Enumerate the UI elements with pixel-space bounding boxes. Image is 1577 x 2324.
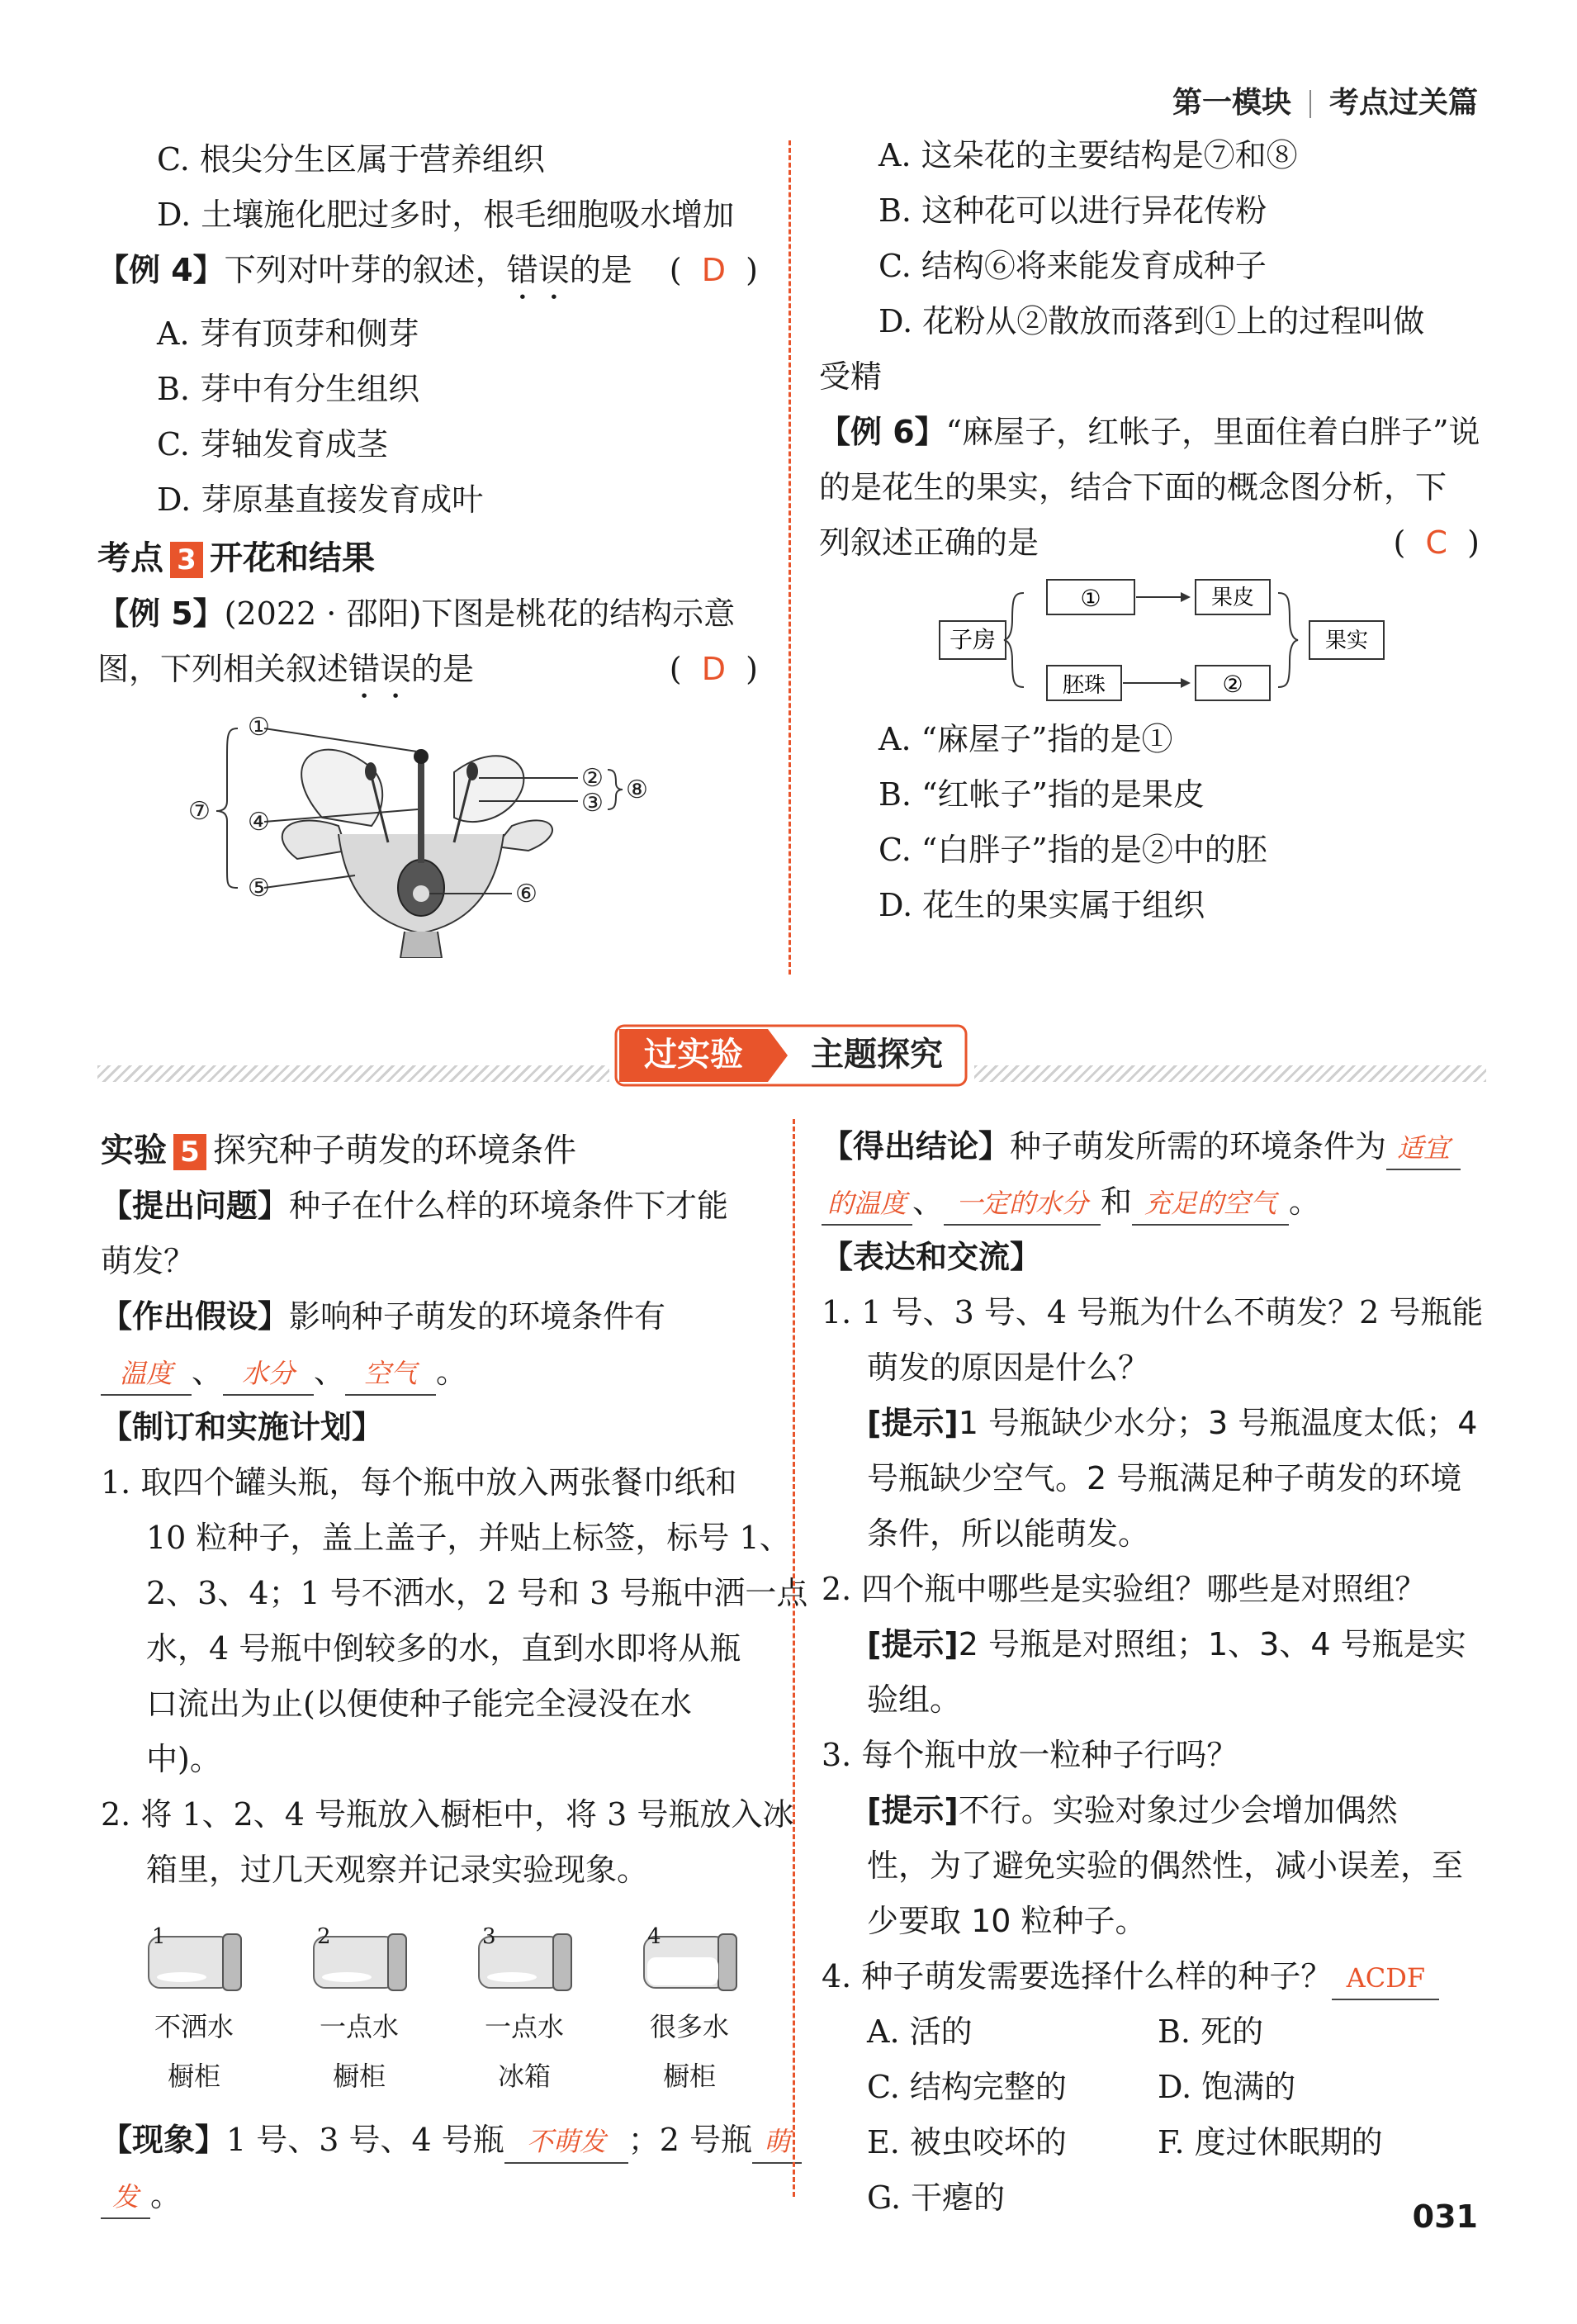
phenomenon-text-2: ；2 号瓶 bbox=[627, 2122, 753, 2158]
example6-option: C. “白胖子”指的是②中的胚 bbox=[878, 832, 1267, 868]
pericarp-text: 果皮 bbox=[1210, 586, 1255, 610]
plan-step-1-line: 水，4 号瓶中倒较多的水，直到水即将从瓶 bbox=[146, 1630, 741, 1667]
plan-step-1: 1. 取四个罐头瓶，每个瓶中放入两张餐巾纸和 bbox=[101, 1464, 737, 1501]
example4-option: C. 芽轴发育成茎 bbox=[157, 426, 388, 462]
jar-icon bbox=[297, 1924, 421, 1999]
prev-option-d: D. 土壤施化肥过多时，根毛细胞吸水增加 bbox=[157, 197, 735, 233]
conclusion-line bbox=[822, 1119, 1482, 1174]
fill-water: 水分 bbox=[223, 1353, 314, 1396]
jar-icon bbox=[462, 1924, 586, 1999]
fill-air: 空气 bbox=[345, 1353, 436, 1396]
page-number: 031 bbox=[1412, 2198, 1478, 2235]
example4-text-a: 下列对叶芽的叙述， bbox=[224, 252, 507, 288]
label-7: ⑦ bbox=[188, 797, 211, 826]
bottle-water: 很多水 bbox=[649, 2011, 729, 2042]
hint-1-text: 1 号瓶缺少水分；3 号瓶温度太低；4 bbox=[958, 1405, 1478, 1441]
discussion-q1: 1. 1 号、3 号、4 号瓶为什么不萌发？2 号瓶能 bbox=[822, 1294, 1484, 1330]
example5-text-2b: 的是 bbox=[411, 651, 475, 687]
phenomenon-line bbox=[101, 2113, 791, 2168]
question-tag: 【提出问题】 bbox=[101, 1188, 290, 1224]
arrowhead-2 bbox=[1181, 678, 1191, 688]
brace-7 bbox=[216, 728, 238, 888]
label-3: ③ bbox=[581, 789, 604, 818]
fill-suitable-b: 的温度 bbox=[822, 1183, 912, 1226]
phenomenon-line-2: 发 。 bbox=[101, 2168, 761, 2223]
fill-germinate-b: 发 bbox=[101, 2176, 150, 2219]
q4-option: G. 干瘪的 bbox=[867, 2179, 1006, 2216]
left-bottom-column bbox=[101, 1123, 808, 1898]
bottle-number: 2 bbox=[317, 1924, 331, 1949]
n2-text: ② bbox=[1222, 671, 1243, 698]
ovule bbox=[413, 885, 429, 902]
bottles-figure bbox=[132, 1924, 760, 2114]
banner-stripe-left bbox=[97, 1065, 609, 1082]
peanut-concept-map bbox=[933, 578, 1395, 702]
example5-option: D. 花粉从②散放而落到①上的过程叫做 bbox=[878, 303, 1425, 339]
hypothesis-fills: 温度 、 水分 、 空气 。 bbox=[101, 1345, 761, 1400]
bottle-4 bbox=[627, 1924, 760, 2101]
example5-option: C. 结构⑥将来能发育成种子 bbox=[878, 248, 1267, 284]
example6-answer-paren: ( C ) bbox=[1393, 524, 1480, 561]
example5-text-1: (2022 · 邵阳)下图是桃花的结构示意 bbox=[224, 595, 736, 632]
hint-1-line: 号瓶缺少空气。2 号瓶满足种子萌发的环境 bbox=[867, 1460, 1462, 1496]
phenomenon-tag: 【现象】 bbox=[101, 2122, 227, 2158]
fruit-brace bbox=[1278, 593, 1298, 687]
label-4: ④ bbox=[248, 808, 270, 837]
fill-temperature: 温度 bbox=[101, 1353, 192, 1396]
right-top-column-2 bbox=[819, 712, 1480, 933]
example6-option: A. “麻屋子”指的是① bbox=[878, 721, 1173, 757]
q4-options-row bbox=[822, 2004, 1482, 2060]
label-2: ② bbox=[581, 764, 604, 793]
hint-1 bbox=[822, 1396, 1482, 1451]
example5-option: B. 这种花可以进行异花传粉 bbox=[878, 192, 1267, 229]
kaodian-label: 考点 bbox=[97, 539, 163, 577]
example4-text-b: 的是 bbox=[569, 252, 632, 288]
bottle-place: 冰箱 bbox=[497, 2061, 551, 2092]
plan-step-1-line: 中)。 bbox=[146, 1741, 221, 1777]
n1-text: ① bbox=[1080, 585, 1101, 612]
fill-no-germinate: 不萌发 bbox=[504, 2121, 628, 2164]
example5-text-2a: 图，下列相关叙述 bbox=[97, 651, 349, 687]
conclusion-and: 和 bbox=[1101, 1183, 1133, 1220]
column-divider-top bbox=[788, 140, 791, 975]
discussion-q3: 3. 每个瓶中放一粒种子行吗？ bbox=[822, 1737, 1238, 1773]
example6-answer: C bbox=[1425, 524, 1448, 561]
hint-2 bbox=[822, 1617, 1482, 1672]
ovary-text: 子房 bbox=[949, 626, 997, 653]
bottle-water: 一点水 bbox=[319, 2011, 399, 2042]
hint-tag: [提示] bbox=[867, 1792, 959, 1828]
example5-option-d-continued: 受精 bbox=[819, 358, 883, 395]
question-text: 种子在什么样的环境条件下才能 bbox=[289, 1188, 729, 1224]
kaodian-heading bbox=[97, 531, 758, 586]
example6-question-1 bbox=[819, 405, 1480, 460]
example4-option: A. 芽有顶芽和侧芽 bbox=[157, 315, 419, 352]
page-header bbox=[1172, 79, 1478, 121]
example5-option: A. 这朵花的主要结构是⑦和⑧ bbox=[878, 137, 1298, 173]
arrowhead-1 bbox=[1181, 592, 1191, 602]
plan-step-2-line: 箱里，过几天观察并记录实验现象。 bbox=[146, 1852, 649, 1888]
discussion-q1-line: 萌发的原因是什么？ bbox=[867, 1349, 1150, 1386]
right-bottom-column bbox=[822, 1119, 1482, 2226]
banner-shape bbox=[614, 1022, 969, 1088]
conclusion-tag: 【得出结论】 bbox=[822, 1128, 1011, 1164]
anther-right bbox=[466, 762, 478, 780]
kaodian-title: 开花和结果 bbox=[210, 539, 375, 577]
fruit-text: 果实 bbox=[1324, 628, 1369, 653]
q4-options-row bbox=[822, 2115, 1482, 2170]
plan-step-1-line: 10 粒种子，盖上盖子，并贴上标签，标号 1、 bbox=[146, 1520, 791, 1556]
banner-left-text: 过实验 bbox=[644, 1036, 743, 1074]
ovule-text: 胚珠 bbox=[1062, 673, 1106, 698]
right-top-column bbox=[819, 128, 1480, 571]
prev-option-c: C. 根尖分生区属于营养组织 bbox=[157, 141, 545, 178]
bottle-number: 4 bbox=[647, 1924, 661, 1949]
bottle-place: 橱柜 bbox=[662, 2061, 716, 2092]
example5-question-2 bbox=[97, 642, 758, 705]
example4-option: D. 芽原基直接发育成叶 bbox=[157, 481, 484, 518]
bottle-water: 一点水 bbox=[484, 2011, 564, 2042]
brace-8 bbox=[608, 770, 623, 809]
experiment-heading bbox=[101, 1123, 761, 1179]
leader-1 bbox=[264, 728, 417, 752]
example6-question-2: 的是花生的果实，结合下面的概念图分析，下 bbox=[819, 469, 1447, 505]
q4-option: D. 饱满的 bbox=[1158, 2069, 1296, 2105]
experiment-number: 5 bbox=[173, 1134, 206, 1170]
bottle-place: 橱柜 bbox=[167, 2061, 220, 2092]
hint-2-text: 2 号瓶是对照组；1、3、4 号瓶是实 bbox=[958, 1626, 1466, 1662]
example4-tag: 【例 4】 bbox=[97, 252, 225, 288]
plan-step-1-line: 口流出为止(以便使种子能完全浸没在水 bbox=[146, 1686, 692, 1722]
q4-option: C. 结构完整的 bbox=[867, 2069, 1067, 2105]
label-8: ⑧ bbox=[626, 775, 648, 804]
example4-answer-paren: ( D ) bbox=[669, 252, 758, 288]
banner-right-text: 主题探究 bbox=[811, 1036, 943, 1074]
bottle-water: 不洒水 bbox=[154, 2011, 234, 2042]
fill-suitable-a: 适宜 bbox=[1386, 1127, 1461, 1170]
example6-option: D. 花生的果实属于组织 bbox=[878, 887, 1205, 923]
q4-option: B. 死的 bbox=[1158, 2013, 1264, 2050]
q4-answer: ACDF bbox=[1332, 1957, 1439, 2000]
hypothesis-section bbox=[101, 1289, 761, 1345]
discussion-q2: 2. 四个瓶中哪些是实验组？哪些是对照组？ bbox=[822, 1571, 1427, 1607]
fill-some-water: 一定的水分 bbox=[944, 1183, 1101, 1226]
anther-left bbox=[365, 762, 376, 780]
plan-step-2: 2. 将 1、2、4 号瓶放入橱柜中，将 3 号瓶放入冰 bbox=[101, 1796, 794, 1833]
conclusion-line-2: 的温度 、 一定的水分 和 充足的空气 。 bbox=[822, 1174, 1482, 1230]
hint-3-line: 少要取 10 粒种子。 bbox=[867, 1903, 1147, 1939]
hypothesis-text: 影响种子萌发的环境条件有 bbox=[289, 1298, 666, 1335]
sepal-left bbox=[282, 821, 347, 859]
plan-step-1-line: 2、3、4；1 号不洒水，2 号和 3 号瓶中洒一点 bbox=[146, 1575, 808, 1611]
question-section bbox=[101, 1179, 761, 1234]
example5-emphasis: 错误 bbox=[348, 651, 412, 687]
example6-question-3 bbox=[819, 515, 1480, 571]
example4-option: B. 芽中有分生组织 bbox=[157, 371, 420, 407]
kaodian-number: 3 bbox=[170, 542, 203, 578]
hint-3-line: 性，为了避免实验的偶然性，减小误差，至 bbox=[867, 1847, 1464, 1884]
column-divider-bottom bbox=[793, 1119, 795, 2197]
peach-flower-diagram bbox=[182, 710, 677, 958]
fill-germinate-a: 萌 bbox=[752, 2121, 802, 2164]
hint-tag: [提示] bbox=[867, 1626, 959, 1662]
bottle-3 bbox=[462, 1924, 594, 2101]
example6-text-3: 列叙述正确的是 bbox=[819, 524, 1039, 561]
bottle-2 bbox=[297, 1924, 429, 2101]
petal-right bbox=[454, 756, 523, 822]
plan-tag: 【制订和实施计划】 bbox=[101, 1409, 384, 1445]
q4-option: A. 活的 bbox=[867, 2013, 973, 2050]
express-tag: 【表达和交流】 bbox=[822, 1239, 1042, 1275]
header-divider bbox=[1309, 90, 1311, 118]
phenomenon-block bbox=[101, 2113, 791, 2223]
bottle-place: 橱柜 bbox=[332, 2061, 386, 2092]
example5-answer: D bbox=[701, 651, 727, 687]
section-label: 考点过关篇 bbox=[1328, 86, 1478, 120]
label-5: ⑤ bbox=[248, 874, 270, 903]
q4-text: 4. 种子萌发需要选择什么样的种子？ bbox=[822, 1958, 1333, 1994]
q4-option: E. 被虫咬坏的 bbox=[867, 2124, 1067, 2160]
example4-question bbox=[97, 243, 758, 306]
example5-answer-paren: ( D ) bbox=[669, 651, 758, 687]
jar-icon bbox=[132, 1924, 256, 1999]
example6-text-1: “麻屋子，红帐子，里面住着白胖子”说 bbox=[945, 414, 1480, 450]
section-banner bbox=[614, 1022, 969, 1092]
hint-3-text: 不行。实验对象过少会增加偶然 bbox=[958, 1792, 1398, 1828]
experiment-title: 探究种子萌发的环境条件 bbox=[213, 1131, 576, 1169]
leader-5 bbox=[264, 875, 355, 888]
label-1: ① bbox=[248, 713, 270, 742]
question-text-2: 萌发？ bbox=[101, 1243, 196, 1279]
fill-enough-air: 充足的空气 bbox=[1132, 1183, 1289, 1226]
q4-option: F. 度过休眠期的 bbox=[1158, 2124, 1383, 2160]
bottle-number: 3 bbox=[482, 1924, 496, 1949]
example4-emphasis: 错误 bbox=[506, 252, 570, 288]
hint-1-line: 条件，所以能萌发。 bbox=[867, 1515, 1150, 1552]
example6-tag: 【例 6】 bbox=[819, 414, 946, 450]
phenomenon-text-1: 1 号、3 号、4 号瓶 bbox=[226, 2122, 504, 2158]
label-6: ⑥ bbox=[515, 880, 538, 908]
discussion-q4 bbox=[822, 1949, 1482, 2004]
bottle-1 bbox=[132, 1924, 264, 2101]
style bbox=[418, 760, 424, 863]
example5-tag: 【例 5】 bbox=[97, 595, 225, 632]
hint-tag: [提示] bbox=[867, 1405, 959, 1441]
example5-question-1 bbox=[97, 586, 758, 642]
experiment-label: 实验 bbox=[101, 1131, 167, 1169]
module-label: 第一模块 bbox=[1172, 86, 1291, 120]
petal-left bbox=[301, 750, 382, 826]
q4-options-row bbox=[822, 2060, 1482, 2115]
jar-icon bbox=[627, 1924, 751, 1999]
conclusion-text: 种子萌发所需的环境条件为 bbox=[1010, 1128, 1387, 1164]
left-top-column bbox=[97, 132, 758, 705]
banner-stripe-right bbox=[974, 1065, 1486, 1082]
hypothesis-tag: 【作出假设】 bbox=[101, 1298, 290, 1335]
bottle-number: 1 bbox=[152, 1924, 166, 1949]
q4-options-row bbox=[822, 2170, 1482, 2226]
example4-answer: D bbox=[701, 252, 727, 288]
ovary-brace bbox=[1004, 593, 1024, 687]
flower-stalk bbox=[400, 932, 442, 958]
hint-2-line: 验组。 bbox=[867, 1681, 962, 1718]
example6-option: B. “红帐子”指的是果皮 bbox=[878, 776, 1205, 813]
hint-3 bbox=[822, 1783, 1482, 1838]
